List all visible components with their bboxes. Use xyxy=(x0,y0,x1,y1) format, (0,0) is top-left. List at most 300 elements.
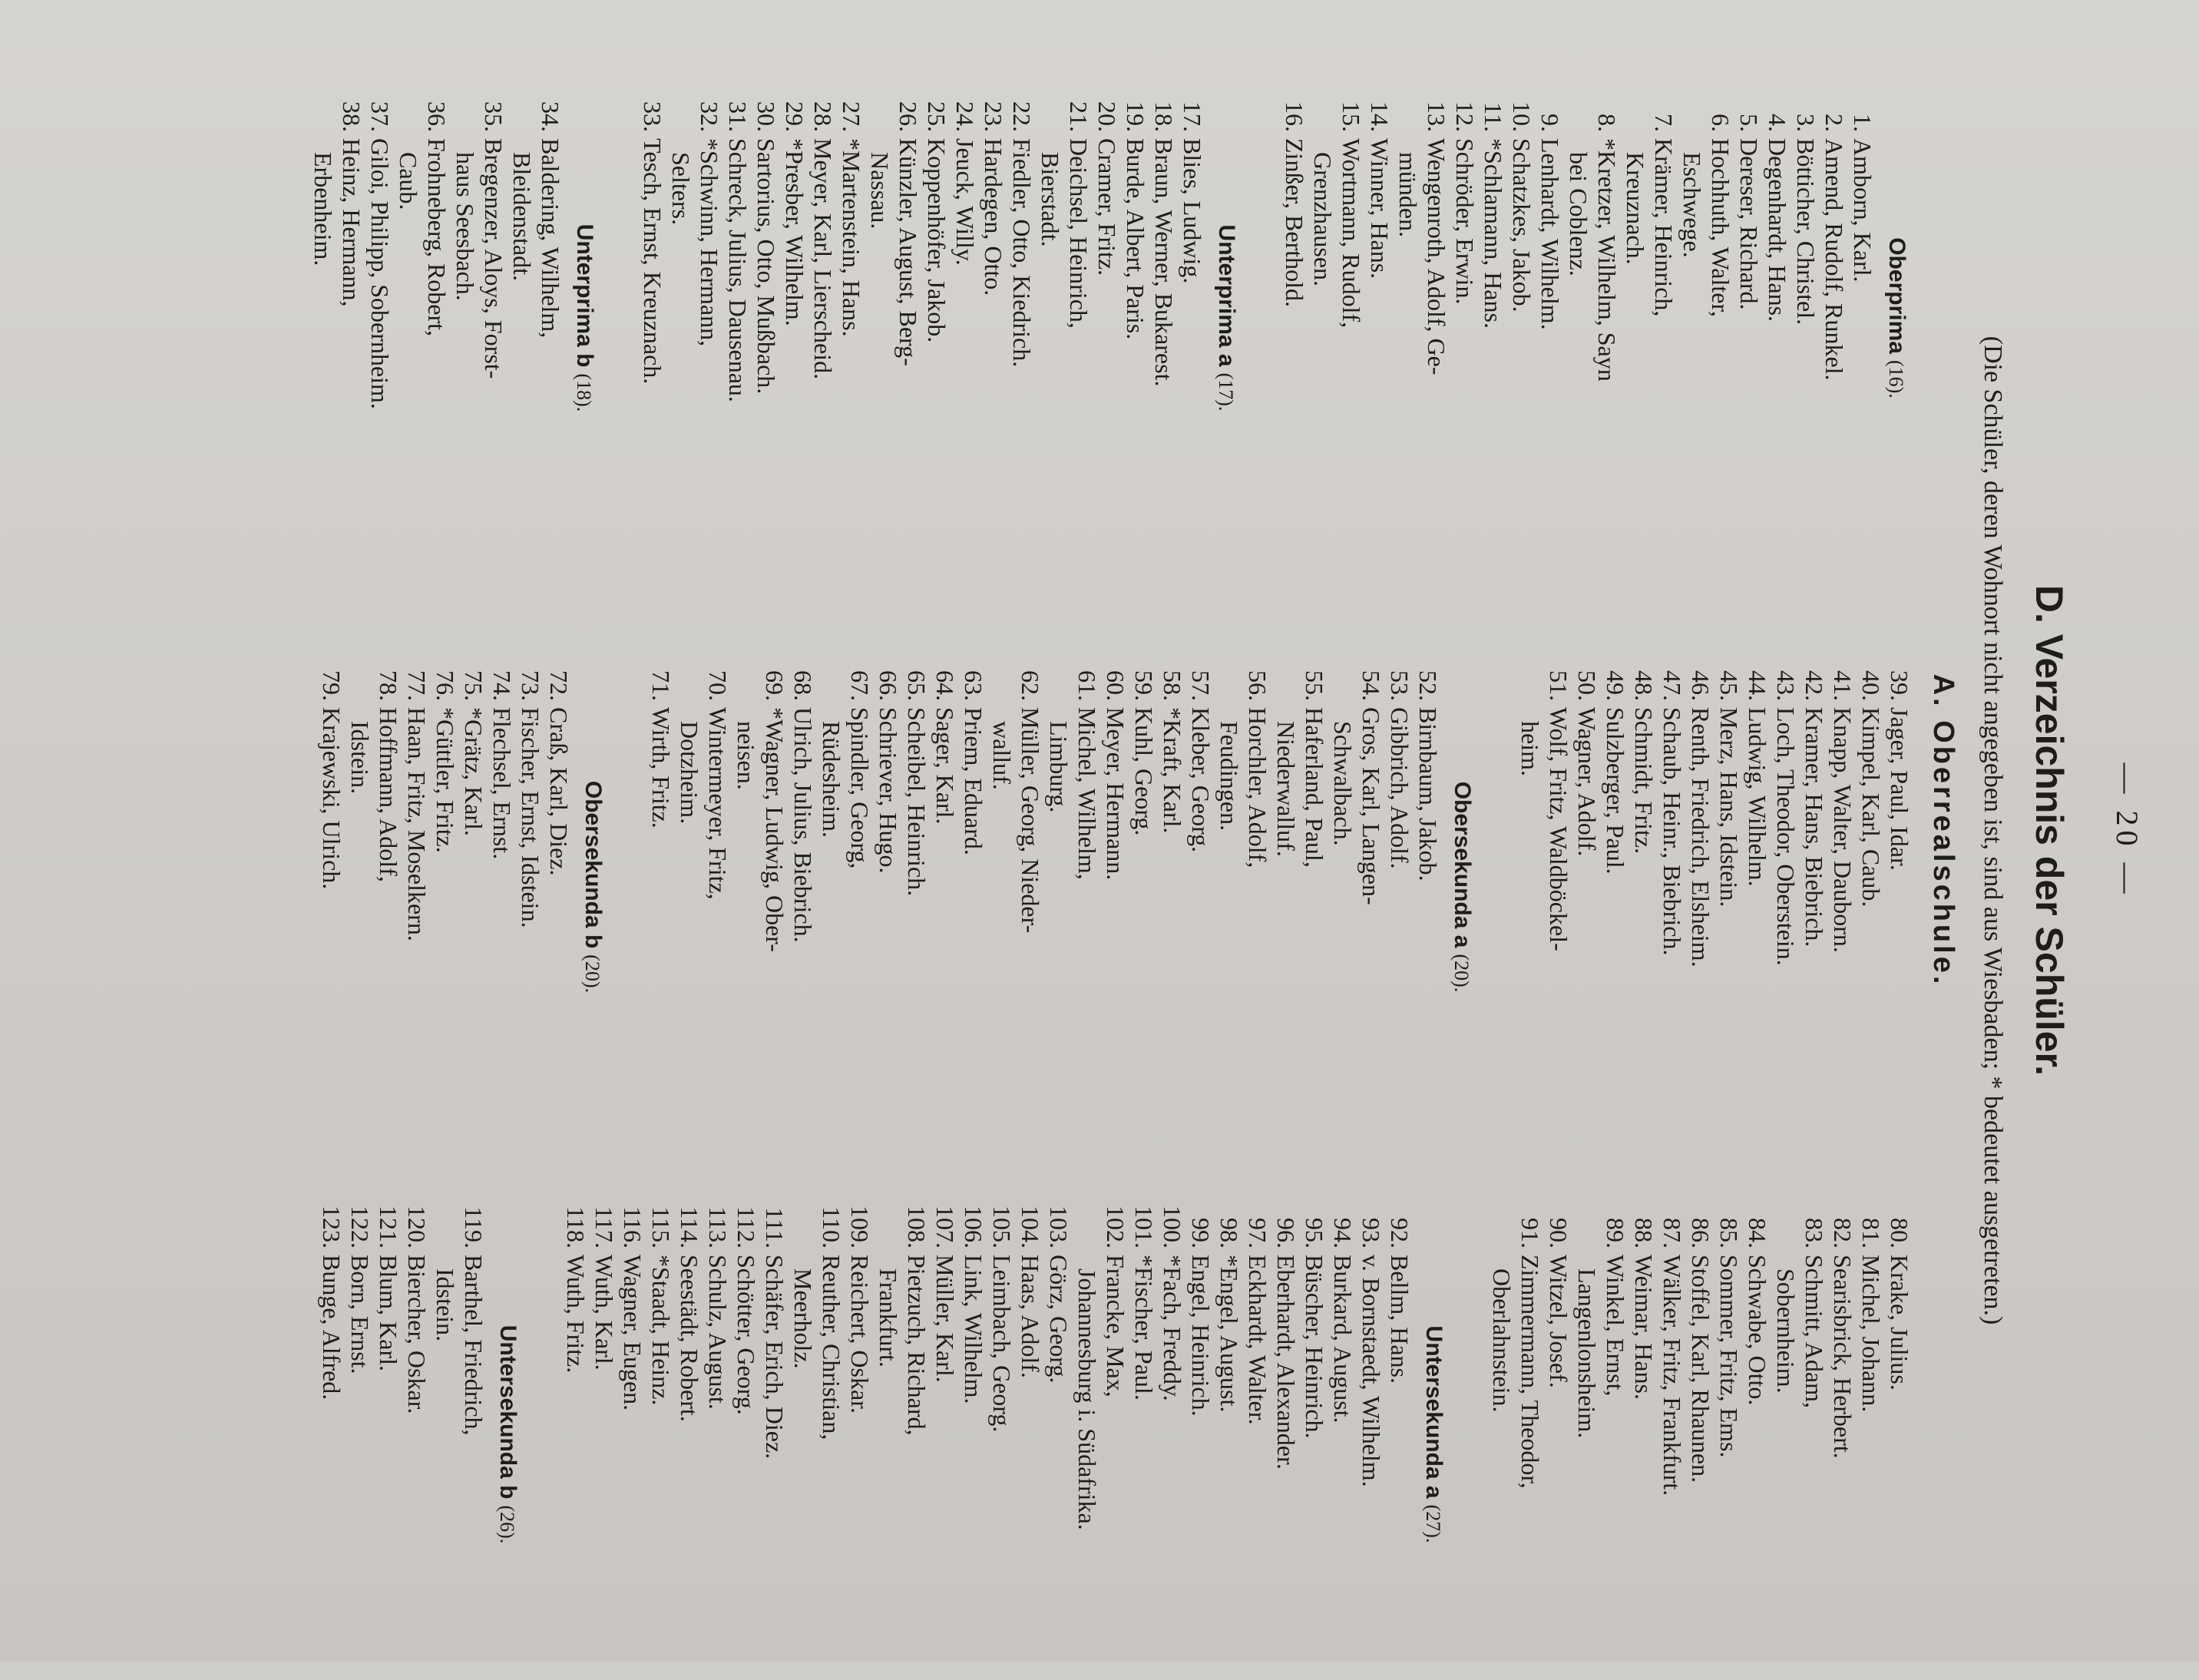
student-name: *Engel, August. xyxy=(1215,1255,1243,1413)
student-entry xyxy=(1658,641,1686,1133)
student-place-continuation: Feudingen. xyxy=(1215,721,1243,832)
student-name: Bregenzer, Aloys, Forst- xyxy=(480,138,508,379)
student-name: Link, Wilhelm. xyxy=(960,1255,987,1404)
student-number: 44. xyxy=(1744,670,1771,701)
student-entry xyxy=(1629,1189,1658,1680)
class-count: (26). xyxy=(496,1505,518,1544)
student-number: 79. xyxy=(318,670,346,701)
student-number: 22. xyxy=(1008,101,1036,132)
student-name: Wintermeyer, Fritz, xyxy=(704,707,732,900)
student-place-continuation: Idstein. xyxy=(432,1268,459,1342)
student-entry xyxy=(374,1189,402,1680)
student-number: 39. xyxy=(1886,670,1913,701)
student-number: 43. xyxy=(1772,670,1800,701)
class-count: (16). xyxy=(1885,359,1907,399)
student-entry xyxy=(1243,1189,1271,1680)
student-name: Amborn, Karl. xyxy=(1849,138,1877,283)
student-entry xyxy=(1365,72,1394,564)
student-place-continuation: Niederwalluf. xyxy=(1272,721,1300,857)
student-number: 2. xyxy=(1820,114,1848,132)
student-name: Eckhardt, Walter. xyxy=(1244,1255,1271,1425)
student-name: Müller, Karl. xyxy=(931,1255,959,1383)
student-entry xyxy=(365,72,394,564)
student-entry xyxy=(1828,1189,1857,1680)
student-entry xyxy=(1678,72,1734,564)
student-entry xyxy=(1771,1189,1828,1680)
student-entry xyxy=(638,72,666,564)
class-name: Untersekunda a xyxy=(1421,1325,1447,1499)
student-name: Schmidt, Fritz. xyxy=(1630,707,1658,855)
student-entry xyxy=(1857,1189,1885,1680)
student-place-continuation: Langenlonsheim. xyxy=(1573,1268,1601,1439)
student-number: 119. xyxy=(460,1206,488,1248)
student-number: 63. xyxy=(960,670,987,701)
student-number: 77. xyxy=(403,670,431,701)
class-name: Unterprima a xyxy=(1214,224,1239,367)
student-name: Haferland, Paul, xyxy=(1301,707,1328,868)
student-number: 89. xyxy=(1602,1218,1629,1248)
student-number: 56. xyxy=(1244,670,1271,701)
student-entry xyxy=(979,72,1007,564)
student-number: 116. xyxy=(619,1206,646,1248)
page-number: — 20 — xyxy=(2110,762,2144,898)
student-number: 98. xyxy=(1215,1218,1243,1248)
student-number: 66. xyxy=(875,670,902,701)
student-entry xyxy=(1763,72,1791,564)
student-entry xyxy=(590,1189,618,1680)
student-name: Hoffmann, Adolf, xyxy=(375,707,402,882)
student-name: Degenhardt, Hans. xyxy=(1764,138,1791,322)
column-2 xyxy=(280,641,1913,1133)
student-name: Giloi, Philipp, Sobernheim. xyxy=(366,138,394,409)
student-name: Amend, Rudolf, Runkel. xyxy=(1820,138,1848,381)
student-name: *Güttler, Fritz. xyxy=(432,707,459,853)
class-name: Obersekunda a xyxy=(1450,781,1475,948)
student-number: 33. xyxy=(639,101,666,132)
student-entry xyxy=(666,72,723,564)
student-entry xyxy=(1158,1189,1186,1680)
student-name: Stoffel, Karl, Rhaunen. xyxy=(1687,1255,1715,1483)
student-number: 36. xyxy=(423,101,451,132)
student-number: 72. xyxy=(545,670,573,701)
student-number: 88. xyxy=(1630,1218,1658,1248)
student-number: 3. xyxy=(1792,114,1820,132)
student-name: Meyer, Karl, Lierscheid. xyxy=(809,138,837,380)
student-entry xyxy=(431,641,459,1133)
student-name: *Fach, Freddy. xyxy=(1159,1255,1186,1401)
student-number: 80. xyxy=(1886,1218,1913,1248)
student-number: 87. xyxy=(1658,1218,1686,1248)
student-entry xyxy=(402,1189,431,1680)
student-name: Renth, Friedrich, Elsheim. xyxy=(1687,707,1715,967)
student-number: 61. xyxy=(1073,670,1101,701)
student-entry xyxy=(1743,641,1771,1133)
student-entry xyxy=(1121,72,1149,564)
student-entry xyxy=(1479,72,1507,564)
student-entry xyxy=(1621,72,1678,564)
student-name: Sommer, Fritz, Ems. xyxy=(1715,1255,1743,1458)
student-number: 30. xyxy=(752,101,780,132)
student-name: Reichert, Oskar. xyxy=(846,1255,874,1414)
student-name: Hochhuth, Walter, xyxy=(1707,138,1734,317)
class-block xyxy=(1516,641,1913,1133)
student-name: Bötticher, Christel. xyxy=(1792,138,1820,326)
student-entry xyxy=(1357,1189,1385,1680)
student-number: 32. xyxy=(696,101,723,132)
student-name: Schäfer, Erich, Diez. xyxy=(761,1255,789,1460)
class-heading xyxy=(494,1189,524,1680)
class-count: (17). xyxy=(1215,372,1237,412)
student-entry xyxy=(732,641,789,1133)
student-name: Schmitt, Adam, xyxy=(1801,1255,1828,1408)
class-count: (18). xyxy=(573,373,595,412)
student-name: Jager, Paul, Idar. xyxy=(1886,707,1913,871)
student-entry xyxy=(780,72,809,564)
student-place-continuation: münden. xyxy=(1394,152,1422,238)
student-entry xyxy=(1848,72,1877,564)
student-name: Wortmann, Rudolf, xyxy=(1338,138,1365,329)
student-place-continuation: neisen. xyxy=(732,721,760,790)
student-entry xyxy=(922,72,951,564)
student-entry xyxy=(1073,1189,1129,1680)
student-place-continuation: Sobernheim. xyxy=(1772,1268,1800,1394)
student-name: Kramer, Hans, Biebrich. xyxy=(1801,707,1828,947)
student-number: 110. xyxy=(818,1206,845,1248)
student-place-continuation: Frankfurt. xyxy=(875,1268,902,1367)
student-name: Tesch, Ernst, Kreuznach. xyxy=(639,138,666,385)
student-entry xyxy=(1093,72,1121,564)
student-entry xyxy=(1328,1189,1357,1680)
student-number: 31. xyxy=(724,101,752,132)
student-number: 50. xyxy=(1573,670,1601,701)
student-number: 69. xyxy=(761,670,789,701)
student-name: Craß, Karl, Diez. xyxy=(545,707,573,876)
student-number: 117. xyxy=(590,1206,618,1248)
student-name: v. Bornstaedt, Wilhelm. xyxy=(1357,1255,1385,1487)
student-name: Blies, Ludwig. xyxy=(1179,138,1206,284)
student-name: Horchler, Adolf, xyxy=(1244,707,1271,868)
student-name: *Presber, Wilhelm. xyxy=(781,138,809,326)
student-entry xyxy=(346,641,402,1133)
student-name: Blum, Karl. xyxy=(375,1255,402,1371)
student-number: 8. xyxy=(1593,114,1621,132)
student-entry xyxy=(1178,72,1206,564)
student-number: 23. xyxy=(980,101,1007,132)
student-entry xyxy=(1820,72,1848,564)
student-name: Hardegen, Otto. xyxy=(980,138,1007,296)
student-number: 4. xyxy=(1764,114,1791,132)
student-name: *Fischer, Paul. xyxy=(1130,1255,1158,1401)
student-name: Merz, Hans, Idstein. xyxy=(1715,707,1743,908)
student-name: Burde, Albert, Paris. xyxy=(1122,138,1149,340)
student-number: 112. xyxy=(732,1206,760,1248)
student-number: 15. xyxy=(1338,101,1365,132)
student-number: 73. xyxy=(517,670,544,701)
student-entry xyxy=(752,72,780,564)
student-place-continuation: Johannesburg i. Südafrika. xyxy=(1073,1268,1101,1530)
student-entry xyxy=(1129,641,1158,1133)
student-number: 85. xyxy=(1715,1218,1743,1248)
student-number: 51. xyxy=(1545,670,1572,701)
student-name: Bellm, Hans. xyxy=(1386,1255,1414,1384)
student-entry xyxy=(1487,1189,1544,1680)
student-name: Frohneberg, Robert, xyxy=(423,138,451,337)
class-block xyxy=(561,1189,1450,1680)
student-number: 71. xyxy=(647,670,675,701)
student-entry xyxy=(865,72,922,564)
student-number: 19. xyxy=(1122,101,1149,132)
class-heading xyxy=(1420,1189,1450,1680)
student-name: Schröder, Erwin. xyxy=(1451,138,1479,305)
student-entry xyxy=(1308,72,1365,564)
student-entry xyxy=(1414,641,1442,1133)
class-block xyxy=(646,641,1479,1133)
student-name: *Martenstein, Hans. xyxy=(838,138,865,337)
student-number: 83. xyxy=(1801,1218,1828,1248)
student-place-continuation: Kreuznach. xyxy=(1622,152,1649,265)
student-place-continuation: Rüdesheim. xyxy=(818,721,845,838)
student-name: Burkard, August. xyxy=(1329,1255,1357,1424)
column-3 xyxy=(280,1189,1913,1680)
student-name: Wälker, Fritz, Frankfurt. xyxy=(1658,1255,1686,1496)
student-number: 68. xyxy=(789,670,817,701)
student-name: Zimmermann, Theodor, xyxy=(1516,1255,1544,1489)
student-name: Michel, Johann. xyxy=(1857,1255,1885,1413)
student-name: Krake, Julius. xyxy=(1886,1255,1913,1391)
student-name: Kleber, Georg. xyxy=(1187,707,1215,853)
student-number: 62. xyxy=(1017,670,1044,701)
student-name: Fiedler, Otto, Kiedrich. xyxy=(1008,138,1036,368)
student-name: Eberhardt, Alexander. xyxy=(1272,1255,1300,1470)
student-number: 123. xyxy=(318,1205,346,1248)
student-place-continuation: Nassau. xyxy=(866,152,894,230)
student-place-continuation: Bleidenstadt. xyxy=(508,152,536,281)
student-number: 76. xyxy=(432,670,459,701)
student-entry xyxy=(1215,1189,1243,1680)
student-number: 13. xyxy=(1423,101,1450,132)
student-entry xyxy=(508,72,564,564)
student-entry xyxy=(959,641,987,1133)
student-number: 108. xyxy=(903,1205,931,1248)
student-entry xyxy=(1158,641,1186,1133)
student-name: Michel, Wilhelm, xyxy=(1073,707,1101,880)
student-number: 35. xyxy=(480,101,508,132)
student-place-continuation: Eschwege. xyxy=(1678,152,1706,258)
student-entry xyxy=(646,1189,675,1680)
student-number: 103. xyxy=(1045,1205,1073,1248)
student-name: Haas, Adolf. xyxy=(1017,1255,1044,1378)
student-entry xyxy=(1800,641,1828,1133)
student-name: Ludwig, Wilhelm. xyxy=(1744,707,1771,887)
student-entry xyxy=(1300,1189,1328,1680)
student-number: 92. xyxy=(1386,1218,1414,1248)
student-place-continuation: heim. xyxy=(1516,721,1544,776)
student-entry xyxy=(760,1189,789,1680)
student-name: Lenhardt, Wilhelm. xyxy=(1536,138,1564,330)
student-entry xyxy=(723,72,752,564)
student-name: Wagner, Eugen. xyxy=(619,1255,646,1411)
student-name: Schriever, Hugo. xyxy=(875,707,902,874)
student-name: Heinz, Hermann, xyxy=(338,138,365,307)
student-entry xyxy=(1186,1189,1215,1680)
student-number: 9. xyxy=(1536,114,1564,132)
student-number: 95. xyxy=(1301,1218,1328,1248)
student-number: 52. xyxy=(1414,670,1442,701)
student-number: 55. xyxy=(1301,670,1328,701)
student-place-continuation: Oberlahnstein. xyxy=(1488,1268,1516,1413)
student-entry xyxy=(1734,72,1763,564)
student-name: Born, Ernst. xyxy=(346,1255,374,1374)
student-entry xyxy=(675,641,732,1133)
student-entry xyxy=(1828,641,1857,1133)
student-place-continuation: haus Seesbach. xyxy=(451,152,479,301)
student-entry xyxy=(1536,72,1564,564)
class-heading xyxy=(579,641,610,1133)
student-entry xyxy=(394,72,451,564)
student-number: 81. xyxy=(1857,1218,1885,1248)
student-name: Spindler, Georg, xyxy=(846,707,874,869)
student-entry xyxy=(618,1189,646,1680)
student-number: 26. xyxy=(894,101,922,132)
student-number: 97. xyxy=(1244,1218,1271,1248)
student-name: Krajewski, Ulrich. xyxy=(318,707,346,890)
student-number: 109. xyxy=(846,1205,874,1248)
student-entry xyxy=(931,1189,959,1680)
student-entry xyxy=(732,1189,760,1680)
student-number: 104. xyxy=(1017,1205,1044,1248)
explanatory-note: (Die Schüler, deren Wohnort nicht angegeben ist, sind aus Wiesbaden; * bedeutet ausgetreten.) xyxy=(1979,336,2007,1325)
student-name: Baldering, Wilhelm, xyxy=(537,138,564,339)
student-name: *Wagner, Ludwig, Ober- xyxy=(761,707,789,952)
student-entry xyxy=(809,72,837,564)
student-entry xyxy=(845,1189,874,1680)
student-entry xyxy=(1658,1189,1686,1680)
class-block xyxy=(1280,72,1913,564)
student-entry xyxy=(1885,1189,1913,1680)
student-entry xyxy=(789,641,817,1133)
student-number: 53. xyxy=(1386,670,1414,701)
student-entry xyxy=(1271,641,1328,1133)
student-name: Müller, Georg, Nieder- xyxy=(1017,707,1044,934)
student-number: 100. xyxy=(1159,1205,1186,1248)
student-place-continuation: Grenzhausen. xyxy=(1309,152,1337,287)
student-name: Büscher, Heinrich. xyxy=(1301,1255,1328,1439)
student-number: 75. xyxy=(460,670,488,701)
student-number: 5. xyxy=(1735,114,1763,132)
student-name: Sulzberger, Paul. xyxy=(1602,707,1629,875)
student-number: 46. xyxy=(1687,670,1715,701)
student-place-continuation: Dotzheim. xyxy=(676,721,703,825)
student-number: 78. xyxy=(375,670,402,701)
student-name: Searisbrick, Herbert. xyxy=(1829,1255,1857,1459)
student-name: Schaub, Heinr., Biebrich. xyxy=(1658,707,1686,956)
student-number: 42. xyxy=(1801,670,1828,701)
student-name: Wengenroth, Adolf, Ge- xyxy=(1423,138,1450,375)
student-number: 101. xyxy=(1130,1205,1158,1248)
student-name: *Staadt, Heinz. xyxy=(647,1255,675,1406)
student-entry xyxy=(1516,641,1572,1133)
student-number: 7. xyxy=(1650,114,1678,132)
student-number: 10. xyxy=(1508,101,1536,132)
student-entry xyxy=(1572,641,1601,1133)
student-name: Seestädt, Robert. xyxy=(676,1255,703,1422)
student-number: 47. xyxy=(1658,670,1686,701)
student-number: 113. xyxy=(704,1206,732,1248)
student-name: Weimar, Hans. xyxy=(1630,1255,1658,1400)
student-number: 118. xyxy=(562,1206,590,1248)
class-block xyxy=(638,72,1243,564)
student-entry xyxy=(1385,1189,1414,1680)
class-block xyxy=(317,1189,524,1680)
student-entry xyxy=(516,641,544,1133)
student-entry xyxy=(1686,1189,1715,1680)
student-entry xyxy=(451,72,508,564)
student-name: Leimbach, Georg. xyxy=(988,1255,1016,1433)
student-entry xyxy=(1280,72,1308,564)
student-number: 64. xyxy=(931,670,959,701)
student-name: Fischer, Ernst, Idstein. xyxy=(517,707,544,928)
student-name: Scheibel, Heinrich. xyxy=(903,707,931,897)
student-place-continuation: Erbenheim. xyxy=(309,152,337,266)
student-name: Schwabe, Otto. xyxy=(1744,1255,1771,1406)
student-entry xyxy=(987,1189,1016,1680)
student-number: 12. xyxy=(1451,101,1479,132)
class-name: Oberprima xyxy=(1884,237,1910,354)
student-name: Braun, Werner, Bukarest. xyxy=(1150,138,1178,387)
student-name: Barthel, Friedrich, xyxy=(460,1255,488,1436)
student-place-continuation: Schwalbach. xyxy=(1329,721,1357,846)
student-name: Ulrich, Julius, Biebrich. xyxy=(789,707,817,943)
student-name: Bunge, Alfred. xyxy=(318,1255,346,1401)
student-entry xyxy=(987,641,1044,1133)
student-entry xyxy=(1016,1189,1044,1680)
student-name: *Kretzer, Wilhelm, Sayn xyxy=(1593,138,1621,382)
class-block xyxy=(317,641,610,1133)
student-name: Jeuck, Willy. xyxy=(951,138,979,266)
student-entry xyxy=(1885,641,1913,1133)
student-name: *Grätz, Karl. xyxy=(460,707,488,836)
student-number: 14. xyxy=(1366,101,1394,132)
student-entry xyxy=(1328,641,1385,1133)
class-name: Unterprima b xyxy=(572,223,597,368)
student-entry xyxy=(675,1189,703,1680)
student-entry xyxy=(544,641,573,1133)
student-name: Haan, Fritz, Moselkern. xyxy=(403,707,431,941)
student-number: 86. xyxy=(1687,1218,1715,1248)
class-name: Obersekunda b xyxy=(580,780,606,949)
student-number: 84. xyxy=(1744,1218,1771,1248)
student-entry xyxy=(1186,641,1215,1133)
student-name: Flechsel, Ernst. xyxy=(488,707,516,860)
student-entry xyxy=(1572,1189,1629,1680)
student-number: 106. xyxy=(960,1205,987,1248)
student-number: 102. xyxy=(1102,1205,1129,1248)
student-number: 29. xyxy=(781,101,809,132)
student-entry xyxy=(1544,1189,1572,1680)
school-heading: A. Oberrealschule. xyxy=(1927,673,1959,987)
student-entry xyxy=(1686,641,1715,1133)
student-name: Gibbrich, Adolf. xyxy=(1386,707,1414,869)
student-name: Kuhl, Georg. xyxy=(1130,707,1158,836)
student-entry xyxy=(1007,72,1036,564)
student-place-continuation: bei Coblenz. xyxy=(1565,152,1592,276)
class-heading xyxy=(1448,641,1479,1133)
student-name: Biercher, Oskar. xyxy=(403,1255,431,1414)
student-place-continuation: Idstein. xyxy=(346,721,374,795)
student-number: 91. xyxy=(1516,1218,1544,1248)
student-number: 48. xyxy=(1630,670,1658,701)
student-number: 67. xyxy=(846,670,874,701)
